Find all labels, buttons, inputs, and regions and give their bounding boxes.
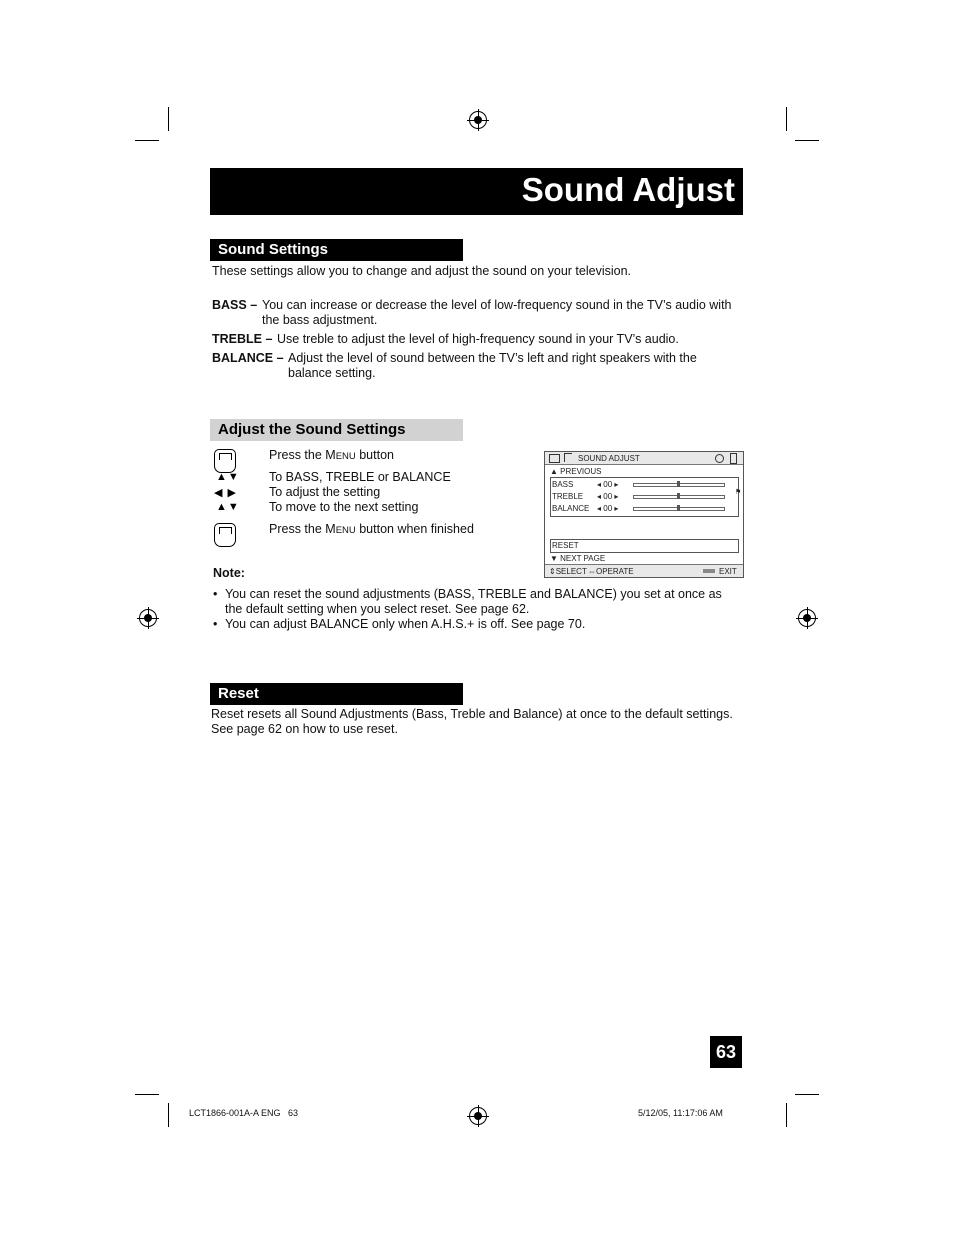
lock-icon — [730, 453, 737, 464]
step-select-item: To BASS, TREBLE or BALANCE — [269, 470, 451, 484]
crop-mark — [786, 1103, 787, 1127]
registration-mark-icon — [469, 1107, 487, 1125]
section-heading-sound-settings — [210, 239, 463, 261]
osd-slider-track — [633, 483, 725, 487]
crop-mark — [795, 1094, 819, 1095]
osd-row-label: BASS — [552, 480, 574, 489]
osd-value-text: 00 — [603, 504, 613, 513]
crop-mark — [135, 140, 159, 141]
registration-mark-icon — [798, 609, 816, 627]
osd-title-bar — [545, 452, 743, 465]
step-text-smallcaps: ENU — [335, 525, 356, 536]
step-adjust: To adjust the setting — [269, 485, 381, 499]
note-bullet: • — [213, 617, 218, 631]
footer-right: 5/12/05, 11:17:06 AM — [638, 1108, 723, 1118]
osd-slider-track — [633, 495, 725, 499]
section-heading-adjust — [210, 419, 463, 441]
intro-text: These settings allow you to change and adjust the sound on your television. — [212, 264, 632, 278]
section-heading-reset — [210, 683, 463, 705]
crop-mark — [168, 1103, 169, 1127]
balance-description: Adjust the level of sound between the TV’s left and right speakers with the — [288, 351, 697, 365]
osd-exit: EXIT — [719, 567, 737, 576]
reset-text: Reset resets all Sound Adjustments (Bass, Treble and Balance) at once to the default settings. — [211, 707, 733, 721]
page-title: Sound Adjust — [521, 171, 735, 208]
speaker-icon — [564, 453, 572, 462]
osd-slider-thumb — [677, 505, 680, 511]
section-heading-text: Adjust the Sound Settings — [218, 421, 406, 438]
step-text: Press the M — [269, 522, 336, 536]
menu-button-icon — [214, 449, 236, 473]
step-text-smallcaps: ENU — [335, 451, 356, 462]
section-heading-text: Reset — [218, 685, 259, 702]
page-number: 63 — [710, 1036, 742, 1068]
step-text: button — [355, 448, 394, 462]
osd-slider-track — [633, 507, 725, 511]
crop-mark — [786, 107, 787, 131]
osd-select-label: SELECT — [555, 567, 587, 576]
osd-previous: ▲ PREVIOUS — [550, 467, 602, 476]
osd-bottom-bar — [545, 564, 743, 577]
osd-reset: RESET — [552, 541, 579, 550]
step-text: button when finished — [355, 522, 474, 536]
note-bullet: • — [213, 587, 218, 601]
page-title-bar — [210, 168, 743, 215]
step-text: Press the M — [269, 448, 336, 462]
osd-previous-label: PREVIOUS — [560, 467, 602, 476]
menu-key-icon — [703, 569, 715, 573]
crop-mark — [135, 1094, 159, 1095]
balance-description-cont: balance setting. — [288, 366, 376, 380]
note-1-cont: the default setting when you select reset. See page 62. — [225, 602, 530, 616]
reset-text-cont: See page 62 on how to use reset. — [211, 722, 398, 736]
osd-row-value: ◂ 00 ▸ — [597, 504, 619, 513]
osd-row-label: BALANCE — [552, 504, 590, 513]
osd-operate-label: OPERATE — [596, 567, 634, 576]
osd-value-text: 00 — [603, 480, 613, 489]
bass-description-cont: the bass adjustment. — [262, 313, 378, 327]
bass-description: You can increase or decrease the level of low-frequency sound in the TV’s audio with — [262, 298, 732, 312]
treble-term: TREBLE – — [212, 332, 273, 346]
osd-row-label: TREBLE — [552, 492, 584, 501]
bass-term: BASS – — [212, 298, 258, 312]
clock-icon — [715, 454, 724, 463]
crop-mark — [168, 107, 169, 131]
menu-button-icon — [214, 523, 236, 547]
up-down-arrows-icon: ▲▼ — [216, 501, 240, 513]
osd-slider-thumb — [677, 481, 680, 487]
osd-row-value: ◂ 00 ▸ — [597, 492, 619, 501]
section-heading-text: Sound Settings — [218, 241, 328, 258]
osd-value-text: 00 — [603, 492, 613, 501]
osd-row-value: ◂ 00 ▸ — [597, 480, 619, 489]
osd-slider-thumb — [677, 493, 680, 499]
up-down-arrows-icon: ▲▼ — [216, 471, 240, 483]
registration-mark-icon — [469, 111, 487, 129]
osd-select: ⇕SELECT — [549, 567, 587, 576]
balance-term: BALANCE – — [212, 351, 284, 365]
step-press-menu — [269, 448, 394, 464]
osd-next-page-label: NEXT PAGE — [560, 554, 606, 563]
cursor-flag-icon: ⚑ — [735, 489, 742, 496]
registration-mark-icon — [139, 609, 157, 627]
note-2: You can adjust BALANCE only when A.H.S.+ is off. See page 70. — [225, 617, 586, 631]
note-1: You can reset the sound adjustments (BASS, TREBLE and BALANCE) you set at once as — [225, 587, 722, 601]
treble-description: Use treble to adjust the level of high-frequency sound in your TV’s audio. — [277, 332, 679, 346]
osd-next-page: ▼ NEXT PAGE — [550, 554, 606, 563]
crop-mark — [795, 140, 819, 141]
step-press-menu-finish — [269, 522, 474, 538]
menu-icon — [549, 454, 560, 463]
osd-operate: ⇔OPERATE — [588, 567, 634, 576]
step-next-setting: To move to the next setting — [269, 500, 419, 514]
note-label: Note: — [213, 566, 245, 580]
osd-sound-adjust-screen — [544, 451, 744, 578]
osd-title: SOUND ADJUST — [578, 454, 640, 463]
left-right-arrows-icon: ◀ ▶ — [214, 487, 237, 499]
footer-left: LCT1866-001A-A ENG 63 — [189, 1108, 299, 1118]
